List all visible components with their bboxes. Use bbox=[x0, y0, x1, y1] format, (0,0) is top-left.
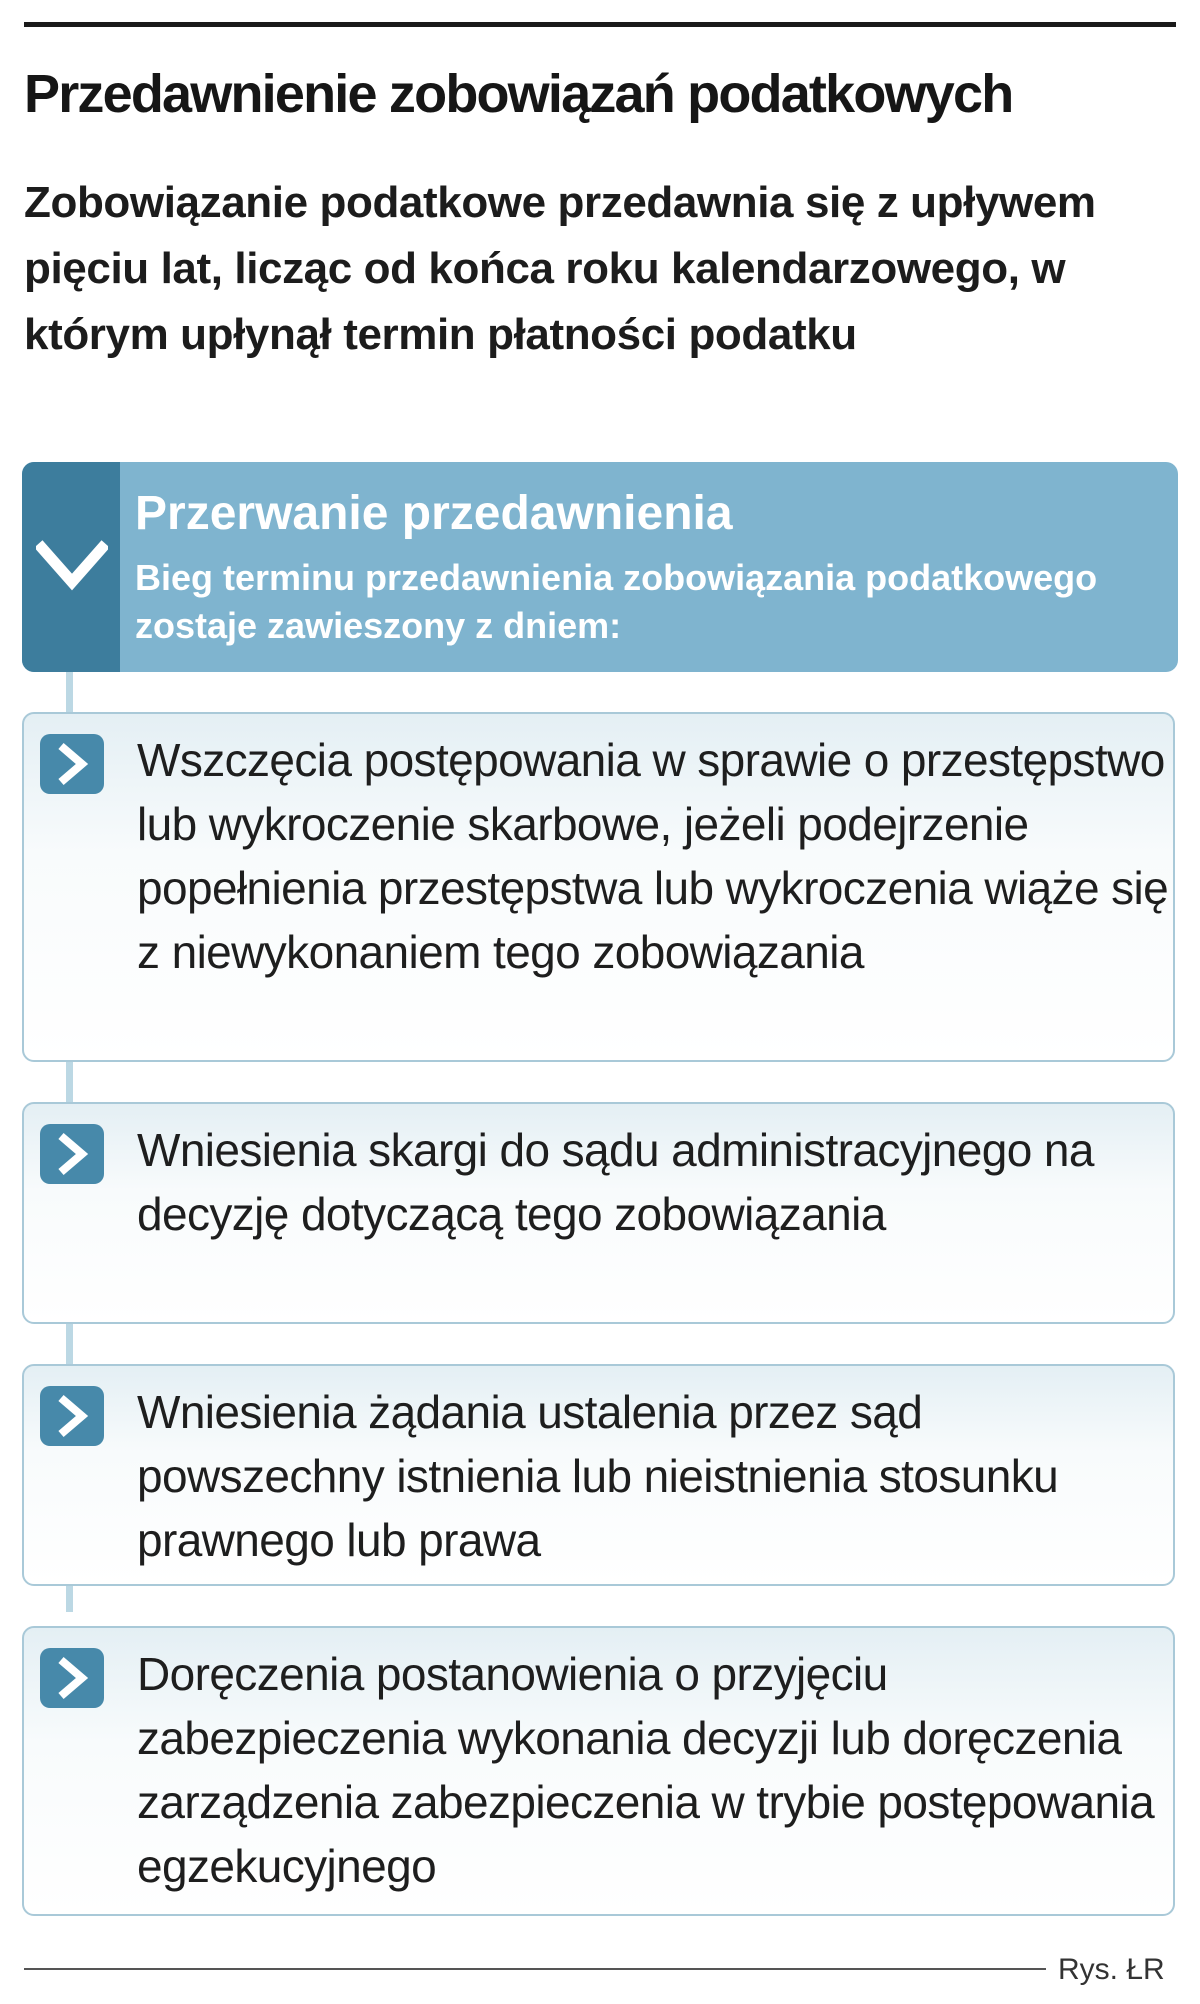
list-item bbox=[22, 1102, 1175, 1324]
list-item bbox=[22, 712, 1175, 1062]
section-header bbox=[22, 462, 1178, 672]
chevron-right-icon bbox=[54, 1132, 90, 1176]
list-item bbox=[22, 1364, 1175, 1586]
chevron-down-icon bbox=[36, 540, 108, 592]
section-title: Przerwanie przedawnienia bbox=[135, 487, 733, 540]
top-rule bbox=[24, 22, 1176, 27]
chevron-right-icon bbox=[54, 742, 90, 786]
list-item-text: Wniesienia żądania ustalenia przez sąd powszechny istnienia lub nieistnienia stosunku prawnego lub prawa bbox=[137, 1386, 1059, 1566]
chevron-right-icon bbox=[54, 1394, 90, 1438]
bottom-rule bbox=[24, 1968, 1046, 1970]
header-tab bbox=[22, 462, 120, 672]
lead-paragraph: Zobowiązanie podatkowe przedawnia się z upływem pięciu lat, licząc od końca roku kalendarzowego, w którym upłynął termin płatności podatku bbox=[24, 178, 1096, 359]
list-item bbox=[22, 1626, 1175, 1916]
chevron-right-icon bbox=[54, 1656, 90, 1700]
card-icon-badge bbox=[40, 734, 104, 794]
section-subtitle: Bieg terminu przedawnienia zobowiązania podatkowego zostaje zawieszony z dniem: bbox=[135, 557, 1098, 646]
graphic-credit: Rys. ŁR bbox=[1058, 1953, 1165, 1986]
page-title: Przedawnienie zobowiązań podatkowych bbox=[24, 64, 1013, 124]
list-item-text: Doręczenia postanowienia o przyjęciu zabezpieczenia wykonania decyzji lub doręczenia zarządzenia zabezpieczenia w trybie postępowania egzekucyjnego bbox=[137, 1648, 1155, 1892]
card-icon-badge bbox=[40, 1386, 104, 1446]
card-icon-badge bbox=[40, 1124, 104, 1184]
list-item-text: Wszczęcia postępowania w sprawie o przestępstwo lub wykroczenie skarbowe, jeżeli podejrzenie popełnienia przestępstwa lub wykroczenia wiąże się z niewykonaniem tego zobowiązania bbox=[137, 734, 1169, 978]
card-icon-badge bbox=[40, 1648, 104, 1708]
list-item-text: Wniesienia skargi do sądu administracyjnego na decyzję dotyczącą tego zobowiązania bbox=[137, 1124, 1094, 1240]
